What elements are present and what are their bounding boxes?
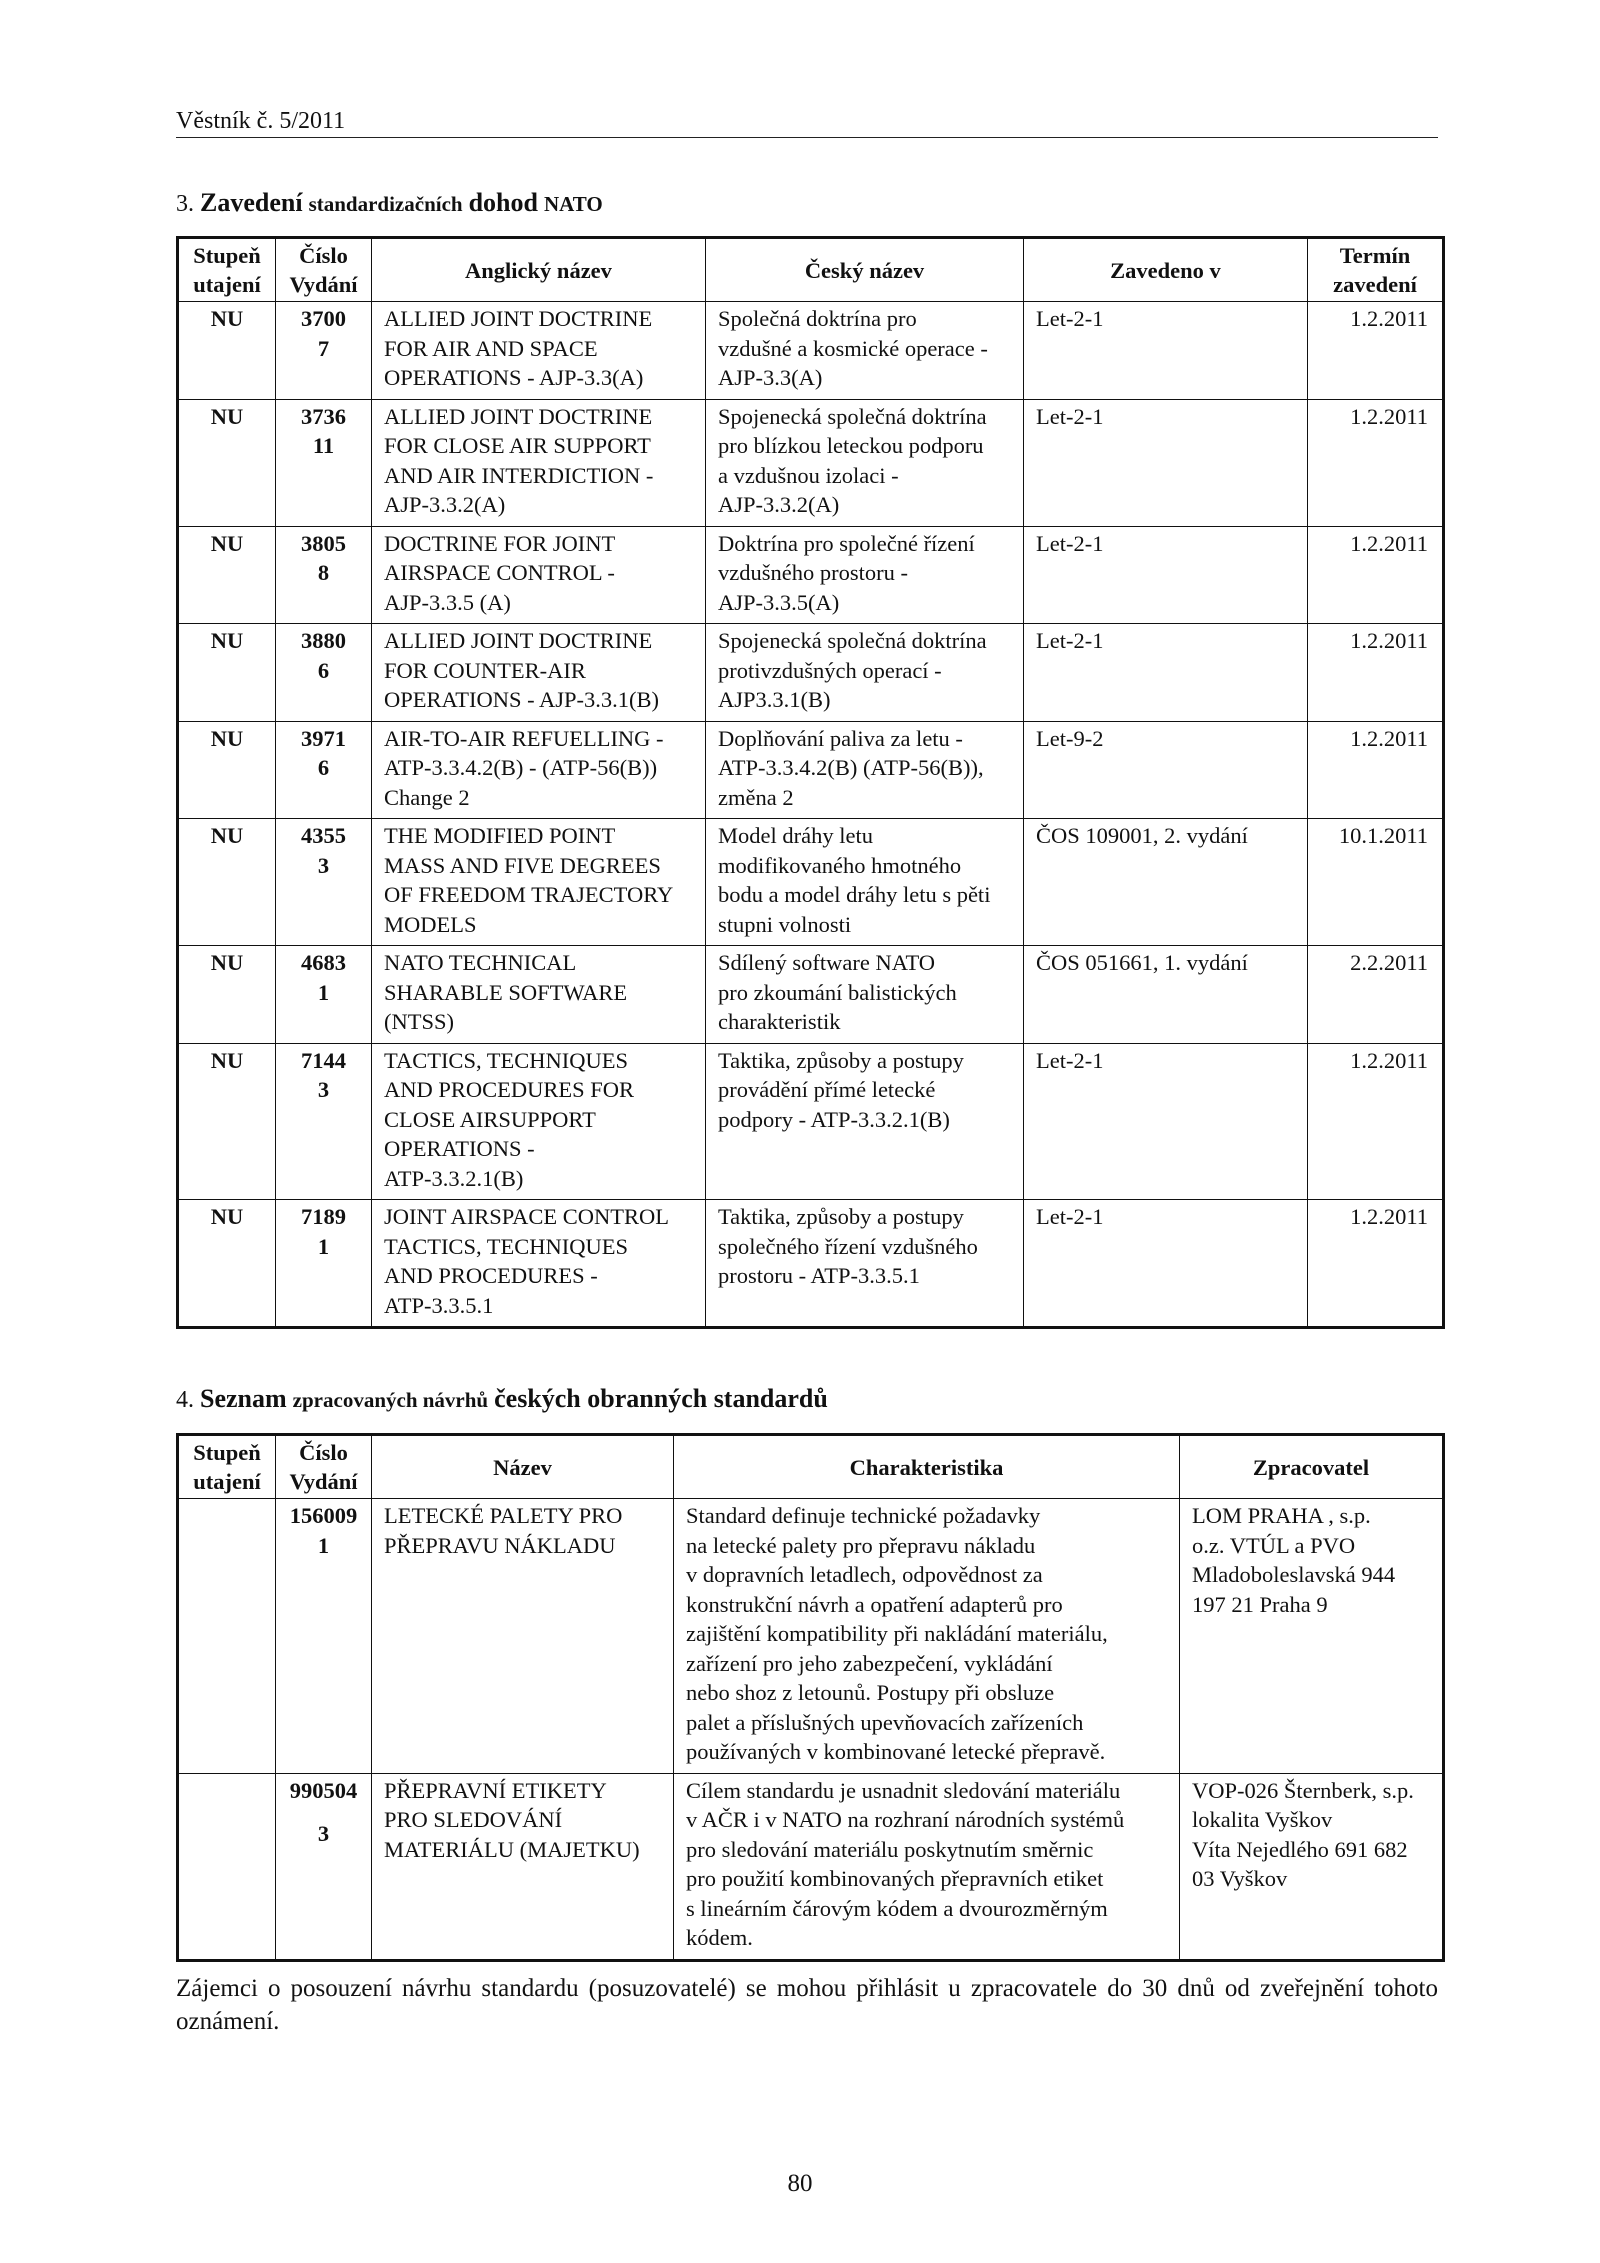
- edition-number: 1: [317, 979, 330, 1005]
- cell-czech-name: [706, 399, 1024, 526]
- english-name-lines: NATO TECHNICAL SHARABLE SOFTWARE (NTSS): [384, 950, 628, 1034]
- col-header-cesky: Český název: [706, 238, 1024, 302]
- col-header-zpracovatel: Zpracovatel: [1180, 1435, 1444, 1499]
- cell-zavedeno: Let-2-1: [1024, 526, 1308, 624]
- cell-cislo: [276, 399, 372, 526]
- standard-number: 3700: [301, 306, 346, 331]
- english-name-lines: ALLIED JOINT DOCTRINE FOR AIR AND SPACE OPERATIONS - AJP-3.3(A): [384, 306, 653, 390]
- journal-title: Věstník č. 5/2011: [176, 108, 346, 134]
- cell-termin: 1.2.2011: [1308, 1043, 1444, 1200]
- czech-name-lines: Taktika, způsoby a postupy provádění přímé letecké podpory - ATP-3.3.2.1(B): [718, 1047, 964, 1132]
- name-lines: LETECKÉ PALETY PRO PŘEPRAVU NÁKLADU: [384, 1503, 623, 1558]
- cell-stupen: NU: [178, 302, 276, 400]
- table-row: [178, 721, 1444, 819]
- cell-termin: 2.2.2011: [1308, 946, 1444, 1044]
- cell-czech-name: [706, 946, 1024, 1044]
- col-header-anglicky: Anglický název: [372, 238, 706, 302]
- col-header-charakteristika: Charakteristika: [674, 1435, 1180, 1499]
- table-row: [178, 1499, 1444, 1774]
- cell-english-name: [372, 526, 706, 624]
- cell-termin: 1.2.2011: [1308, 1200, 1444, 1328]
- nato-standards-table: [176, 236, 1445, 1329]
- cell-stupen: NU: [178, 721, 276, 819]
- page-number: 80: [787, 2170, 813, 2197]
- czech-standards-table: [176, 1433, 1445, 1962]
- cell-termin: 1.2.2011: [1308, 399, 1444, 526]
- czech-name-lines: Doplňování paliva za letu - ATP-3.3.4.2(B) (ATP-56(B)), změna 2: [718, 725, 984, 810]
- table-row: [178, 399, 1444, 526]
- cell-zpracovatel: [1180, 1499, 1444, 1774]
- cell-czech-name: [706, 819, 1024, 946]
- cell-english-name: [372, 1043, 706, 1200]
- table-row: [178, 526, 1444, 624]
- table-row: [178, 1773, 1444, 1960]
- characteristic-lines: Standard definuje technické požadavky na letecké palety pro přepravu nákladu v dopravních letadlech, odpovědnost za konstrukční návrh a opatření adapterů pro zajištění kompatibility při nakládání materiálu, zařízení pro jeho zabezpečení, vykládání nebo shoz z letounů. Postupy při obsluze palet a příslušných upevňovacích zařízeních používaných v kombinované letecké přepravě.: [686, 1503, 1108, 1764]
- col-header-stupen: Stupeň utajení: [178, 238, 276, 302]
- table-row: [178, 1200, 1444, 1328]
- cell-cislo: [276, 1499, 372, 1774]
- cell-charakteristika: [674, 1499, 1180, 1774]
- col-header-cislo: Číslo Vydání: [276, 238, 372, 302]
- cell-stupen: NU: [178, 819, 276, 946]
- standard-number: 3880: [301, 628, 346, 653]
- cell-czech-name: [706, 1043, 1024, 1200]
- cell-stupen: [178, 1499, 276, 1774]
- czech-name-lines: Model dráhy letu modifikovaného hmotného bodu a model dráhy letu s pěti stupni volnosti: [718, 823, 991, 937]
- col-header-termin: Termín zavedení: [1308, 238, 1444, 302]
- english-name-lines: AIR-TO-AIR REFUELLING - ATP-3.3.4.2(B) - (ATP-56(B)) Change 2: [384, 725, 664, 810]
- table-row: [178, 624, 1444, 722]
- cell-stupen: NU: [178, 946, 276, 1044]
- cell-termin: 1.2.2011: [1308, 526, 1444, 624]
- standard-number: 990504: [289, 1777, 358, 1803]
- cell-termin: 10.1.2011: [1308, 819, 1444, 946]
- standard-number: 3971: [301, 725, 346, 751]
- cell-termin: 1.2.2011: [1308, 624, 1444, 722]
- journal-header: [176, 108, 1438, 138]
- table-row: [178, 302, 1444, 400]
- notice-paragraph: Zájemci o posouzení návrhu standardu (posuzovatelé) se mohou přihlásit u zpracovatele do 30 dnů od zveřejnění tohoto oznámení.: [176, 1975, 1438, 2035]
- czech-name-lines: Taktika, způsoby a postupy společného řízení vzdušného prostoru - ATP-3.3.5.1: [718, 1204, 978, 1288]
- cell-czech-name: [706, 526, 1024, 624]
- cell-termin: 1.2.2011: [1308, 302, 1444, 400]
- cell-zavedeno: Let-9-2: [1024, 721, 1308, 819]
- cell-english-name: [372, 721, 706, 819]
- standard-number: 3805: [301, 530, 346, 556]
- english-name-lines: THE MODIFIED POINT MASS AND FIVE DEGREES OF FREEDOM TRAJECTORY MODELS: [384, 823, 674, 937]
- cell-stupen: [178, 1773, 276, 1960]
- name-lines: PŘEPRAVNÍ ETIKETY PRO SLEDOVÁNÍ MATERIÁLU (MAJETKU): [384, 1777, 640, 1862]
- cell-stupen: NU: [178, 624, 276, 722]
- processor-lines: LOM PRAHA , s.p. o.z. VTÚL a PVO Mladoboleslavská 944 197 21 Praha 9: [1192, 1503, 1396, 1617]
- cell-stupen: NU: [178, 1200, 276, 1328]
- cell-cislo: [276, 1773, 372, 1960]
- cell-cislo: [276, 1200, 372, 1328]
- czech-name-lines: Společná doktrína pro vzdušné a kosmické operace - AJP-3.3(A): [718, 306, 988, 390]
- edition-number: 7: [317, 335, 330, 361]
- standard-number: 7144: [301, 1047, 346, 1073]
- standard-number: 4355: [301, 823, 346, 848]
- section-4-title: 4. Seznam zpracovaných návrhů českých obranných standardů: [176, 1384, 828, 1413]
- cell-cislo: [276, 624, 372, 722]
- cell-cislo: [276, 819, 372, 946]
- edition-number: 1: [317, 1532, 330, 1558]
- english-name-lines: JOINT AIRSPACE CONTROL TACTICS, TECHNIQUES AND PROCEDURES - ATP-3.3.5.1: [384, 1204, 670, 1318]
- cell-czech-name: [706, 1200, 1024, 1328]
- english-name-lines: ALLIED JOINT DOCTRINE FOR COUNTER-AIR OPERATIONS - AJP-3.3.1(B): [384, 628, 660, 712]
- czech-name-lines: Spojenecká společná doktrína pro blízkou leteckou podporu a vzdušnou izolaci - AJP-3.3.2(A): [718, 403, 987, 517]
- english-name-lines: ALLIED JOINT DOCTRINE FOR CLOSE AIR SUPPORT AND AIR INTERDICTION - AJP-3.3.2(A): [384, 403, 654, 517]
- col-header-cislo: Číslo Vydání: [276, 1435, 372, 1499]
- edition-number: 3: [317, 852, 330, 878]
- characteristic-lines: Cílem standardu je usnadnit sledování materiálu v AČR i v NATO na rozhraní národních systémů pro sledování materiálu poskytnutím směrnic pro použití kombinovaných přepravních etiket s lineárním čárovým kódem a dvourozměrným kódem.: [686, 1777, 1125, 1950]
- cell-cislo: [276, 946, 372, 1044]
- standard-number: 3736: [301, 403, 346, 429]
- cell-zavedeno: Let-2-1: [1024, 624, 1308, 722]
- cell-cislo: [276, 721, 372, 819]
- cell-charakteristika: [674, 1773, 1180, 1960]
- cell-zavedeno: ČOS 109001, 2. vydání: [1024, 819, 1308, 946]
- edition-number: 1: [317, 1233, 330, 1259]
- cell-english-name: [372, 624, 706, 722]
- standard-number: 7189: [301, 1204, 346, 1229]
- edition-number: 8: [317, 560, 330, 585]
- cell-stupen: NU: [178, 1043, 276, 1200]
- cell-zavedeno: Let-2-1: [1024, 1200, 1308, 1328]
- czech-name-lines: Spojenecká společná doktrína protivzdušných operací - AJP3.3.1(B): [718, 628, 987, 712]
- edition-number: 11: [312, 433, 335, 458]
- cell-zavedeno: Let-2-1: [1024, 302, 1308, 400]
- section-3-title: 3. Zavedení standardizačních dohod NATO: [176, 188, 603, 217]
- table-header-row: [178, 238, 1444, 302]
- edition-number: 3: [317, 1077, 330, 1102]
- cell-czech-name: [706, 624, 1024, 722]
- cell-czech-name: [706, 721, 1024, 819]
- cell-english-name: [372, 1200, 706, 1328]
- cell-english-name: [372, 302, 706, 400]
- cell-termin: 1.2.2011: [1308, 721, 1444, 819]
- table-header-row: [178, 1435, 1444, 1499]
- table-row: [178, 819, 1444, 946]
- czech-name-lines: Doktrína pro společné řízení vzdušného prostoru - AJP-3.3.5(A): [718, 530, 975, 615]
- cell-cislo: [276, 1043, 372, 1200]
- cell-zavedeno: ČOS 051661, 1. vydání: [1024, 946, 1308, 1044]
- processor-lines: VOP-026 Šternberk, s.p. lokalita Vyškov Víta Nejedlého 691 682 03 Vyškov: [1192, 1777, 1414, 1891]
- cell-nazev: [372, 1773, 674, 1960]
- cell-nazev: [372, 1499, 674, 1774]
- cell-stupen: NU: [178, 399, 276, 526]
- cell-zavedeno: Let-2-1: [1024, 399, 1308, 526]
- cell-stupen: NU: [178, 526, 276, 624]
- table-row: [178, 1043, 1444, 1200]
- col-header-nazev: Název: [372, 1435, 674, 1499]
- cell-zpracovatel: [1180, 1773, 1444, 1960]
- cell-cislo: [276, 302, 372, 400]
- cell-cislo: [276, 526, 372, 624]
- cell-zavedeno: Let-2-1: [1024, 1043, 1308, 1200]
- cell-czech-name: [706, 302, 1024, 400]
- col-header-zavedeno: Zavedeno v: [1024, 238, 1308, 302]
- cell-english-name: [372, 399, 706, 526]
- english-name-lines: TACTICS, TECHNIQUES AND PROCEDURES FOR CLOSE AIRSUPPORT OPERATIONS - ATP-3.3.2.1(B): [384, 1047, 635, 1191]
- standard-number: 156009: [289, 1503, 358, 1528]
- standard-number: 4683: [301, 950, 346, 975]
- cell-english-name: [372, 946, 706, 1044]
- edition-number: 3: [317, 1821, 330, 1846]
- edition-number: 6: [317, 657, 330, 683]
- cell-english-name: [372, 819, 706, 946]
- edition-number: 6: [317, 755, 330, 780]
- english-name-lines: DOCTRINE FOR JOINT AIRSPACE CONTROL - AJP-3.3.5 (A): [384, 530, 616, 615]
- table-row: [178, 946, 1444, 1044]
- czech-name-lines: Sdílený software NATO pro zkoumání balistických charakteristik: [718, 950, 957, 1034]
- col-header-stupen: Stupeň utajení: [178, 1435, 276, 1499]
